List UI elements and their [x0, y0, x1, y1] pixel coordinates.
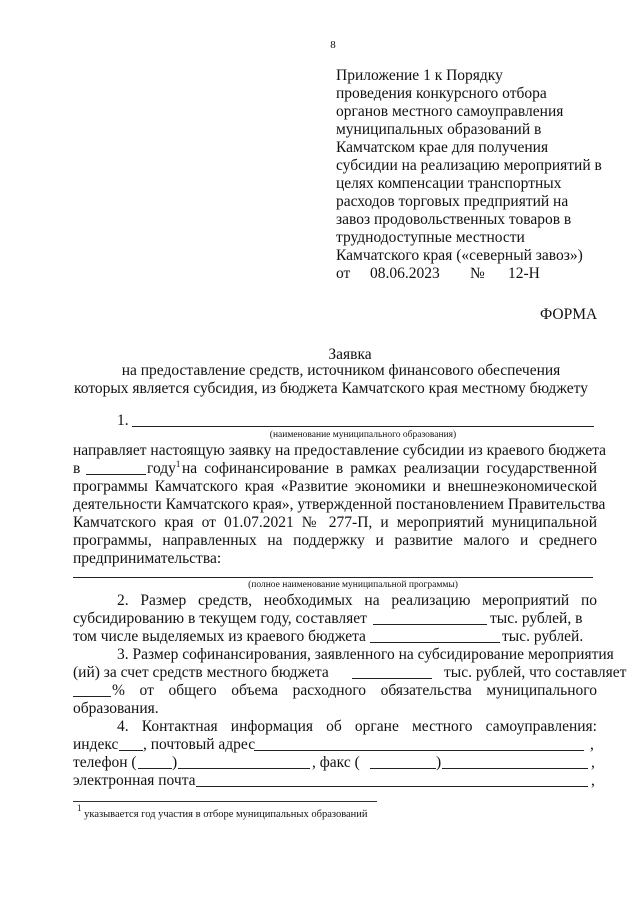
appendix-line: Камчатском крае для получения [336, 139, 549, 156]
fax-label: , факс ( [312, 754, 360, 771]
date-ot: от [336, 265, 351, 282]
footnote-text: указывается год участия в отборе муниципальных образований [81, 809, 368, 820]
year-field[interactable] [86, 474, 146, 475]
comma: , [591, 772, 595, 789]
item3-line: образования. [73, 700, 159, 717]
phone-code-field[interactable] [138, 768, 172, 769]
item3-line: (ий) за счет средств местного бюджета [73, 664, 329, 681]
item1-line: на софинансирование в рамках реализации государственной [182, 460, 597, 477]
local-amount-field[interactable] [352, 678, 432, 679]
phone-label: телефон ( [73, 754, 137, 771]
item1-line: направляет настоящую заявку на предоставление субсидии из краевого бюджета [73, 442, 607, 459]
appendix-line: Камчатского края («северный завоз») [336, 247, 583, 264]
phone-number-field[interactable] [178, 768, 310, 769]
item1-god: году$^1$ [147, 459, 181, 477]
fax-number-field[interactable] [442, 768, 588, 769]
appendix-line: Приложение 1 к Порядку [336, 67, 503, 84]
paren-close: ) [172, 754, 178, 771]
paren-close: ) [436, 754, 442, 771]
item1-line: программы, направленных на поддержку и развитие малого и среднего [73, 532, 597, 549]
program-name-field[interactable] [73, 577, 593, 578]
municipality-name-field[interactable] [132, 426, 594, 427]
item4-line: 4. Контактная информация об органе местного самоуправления: [117, 718, 597, 735]
regional-amount-field[interactable] [370, 642, 500, 643]
appendix-line: труднодоступные местности [336, 229, 525, 246]
item2-unit: тыс. рублей, в [490, 610, 583, 627]
email-label: электронная почта [73, 772, 196, 789]
title-line: на предоставление средств, источником финансового обеспечения [121, 362, 561, 379]
index-field[interactable] [119, 750, 143, 751]
footnote-mark: 1 [175, 459, 181, 469]
form-label: ФОРМА [540, 306, 598, 323]
index-label: индекс [73, 736, 119, 753]
footnote-number: 1 [77, 803, 82, 813]
fax-code-field[interactable] [370, 768, 436, 769]
total-amount-field[interactable] [373, 624, 487, 625]
appendix-line: органов местного самоуправления [336, 103, 564, 120]
document-date: 08.06.2023 [370, 265, 440, 282]
postal-address-field[interactable] [254, 750, 584, 751]
comma: , [591, 754, 595, 771]
program-caption: (полное наименование муниципальной программы) [248, 580, 458, 590]
footnote-separator [73, 801, 377, 802]
item1-line: деятельности Камчатского края», утвержденной постановлением Правительства [73, 496, 606, 513]
page-number: 8 [330, 39, 336, 51]
appendix-line: целях компенсации транспортных [336, 175, 562, 192]
item2-line: 2. Размер средств, необходимых на реализацию мероприятий по [117, 592, 597, 609]
item3-line: тыс. рублей, что составляет [444, 664, 627, 681]
item1-number: 1. [117, 412, 129, 429]
item1-line: Камчатского края от 01.07.2021 № 277-П, и мероприятий муниципальной [73, 514, 597, 531]
comma: , [590, 736, 594, 753]
document-title: Заявка [328, 346, 372, 363]
percent-field[interactable] [73, 696, 111, 697]
email-field[interactable] [196, 786, 588, 787]
municipality-caption: (наименование муниципального образования) [269, 430, 457, 440]
postal-label: , почтовый адрес [143, 736, 256, 753]
appendix-line: расходов торговых предприятий на [336, 193, 569, 210]
appendix-line: проведения конкурсного отбора [336, 85, 547, 102]
item2-unit: тыс. рублей. [502, 628, 584, 645]
item3-line: % от общего объема расходного обязательства муниципального [112, 682, 597, 699]
appendix-line: муниципальных образований в [336, 121, 542, 138]
item1-v: в [73, 460, 81, 477]
item1-line: программы Камчатского края «Развитие экономики и внешнеэкономической [73, 478, 597, 495]
item1-line: предпринимательства: [73, 550, 222, 567]
title-line: которых является субсидия, из бюджета Камчатского края местному бюджету [74, 380, 588, 397]
document-number: 12-Н [508, 265, 540, 282]
appendix-line: субсидии на реализацию мероприятий в [336, 157, 602, 174]
item2-line: субсидированию в текущем году, составляет [73, 610, 367, 627]
appendix-line: завоз продовольственных товаров в [336, 211, 572, 228]
footnote [77, 803, 368, 820]
number-sign: № [470, 265, 485, 282]
item3-line: 3. Размер софинансирования, заявленного на субсидирование мероприятия [117, 646, 614, 663]
item2-line: том числе выделяемых из краевого бюджета [73, 628, 366, 645]
